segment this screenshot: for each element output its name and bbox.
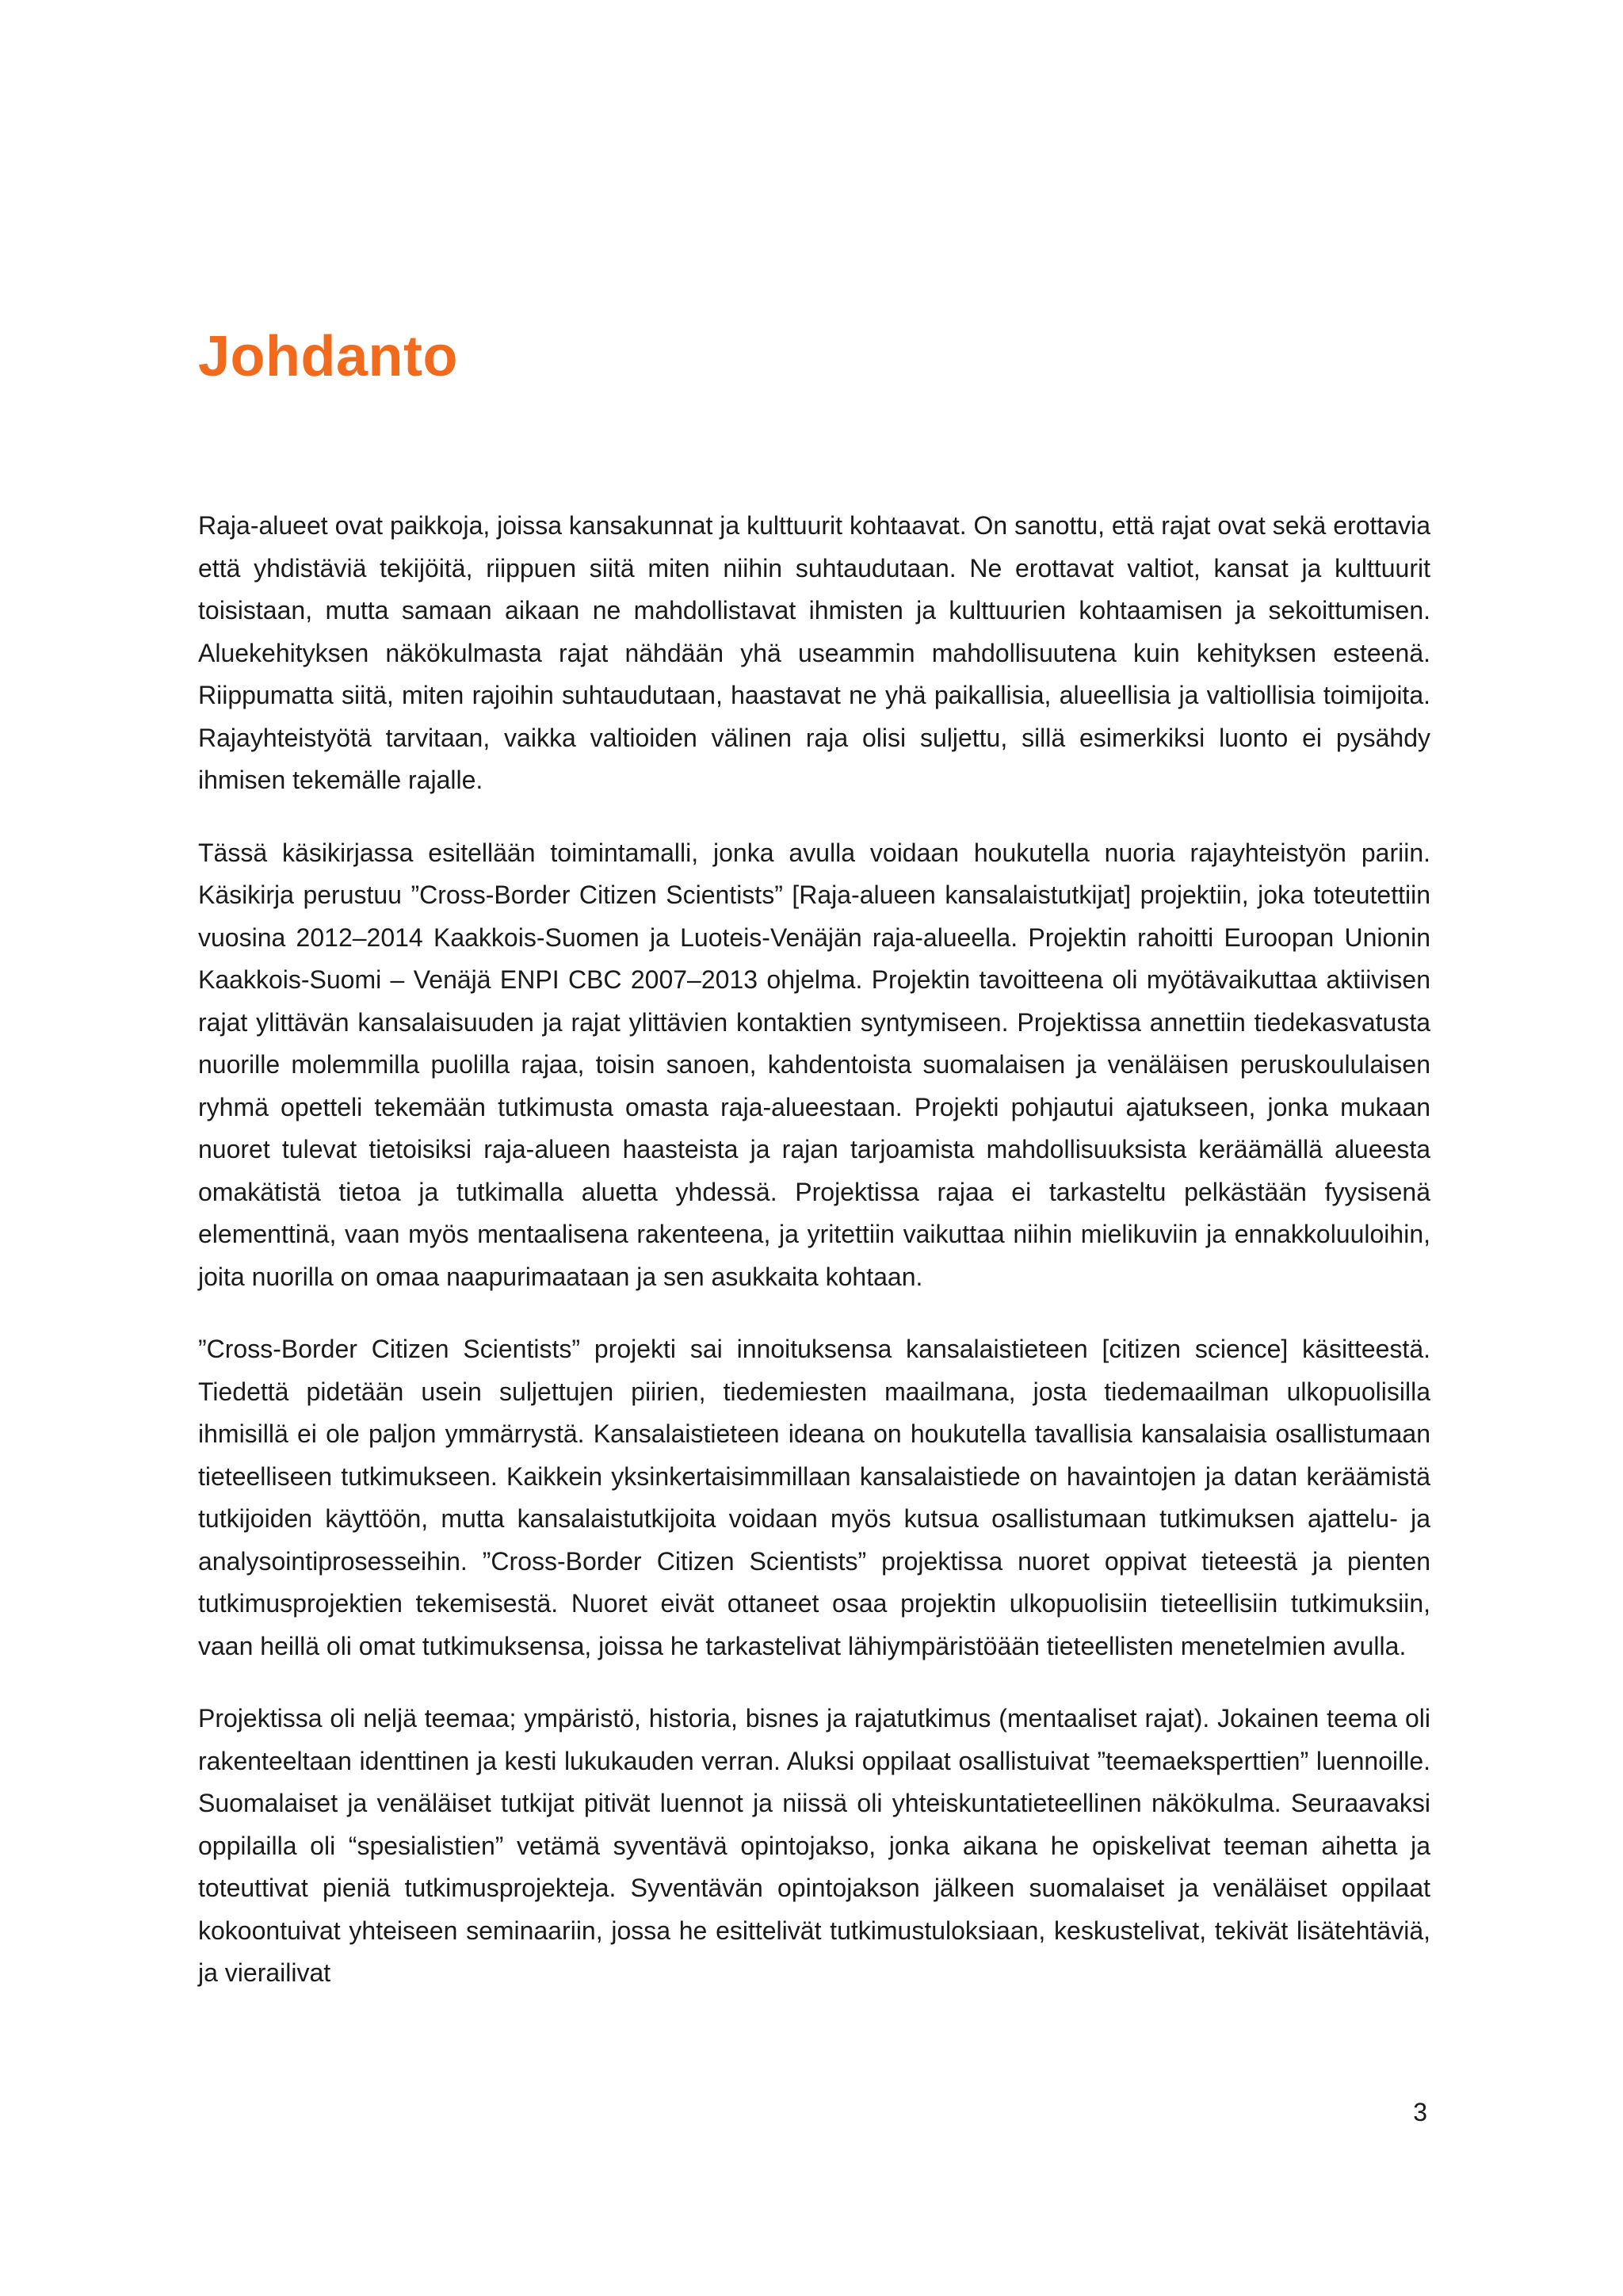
page-number: 3 bbox=[1413, 2098, 1427, 2126]
paragraph-1: Raja-alueet ovat paikkoja, joissa kansakunnat ja kulttuurit kohtaavat. On sanottu, että rajat ovat sekä erottavia että yhdistäviä tekijöitä, riippuen siitä miten niihin suhtaudutaan. Ne erottavat valtiot, kansat ja kulttuurit toisistaan, mutta samaan aikaan ne mahdollistavat ihmisten ja kulttuurien kohtaamisen ja sekoittumisen. Aluekehityksen näkökulmasta rajat nähdään yhä useammin mahdollisuutena kuin kehityksen esteenä. Riippumatta siitä, miten rajoihin suhtaudutaan, haastavat ne yhä paikallisia, alueellisia ja valtiollisia toimijoita. Rajayhteistyötä tarvitaan, vaikka valtioiden välinen raja olisi suljettu, sillä esimerkiksi luonto ei pysähdy ihmisen tekemälle rajalle. bbox=[198, 511, 1430, 794]
page-title: Johdanto bbox=[198, 325, 458, 388]
paragraph-4: Projektissa oli neljä teemaa; ympäristö, historia, bisnes ja rajatutkimus (mentaaliset rajat). Jokainen teema oli rakenteeltaan identtinen ja kesti lukukauden verran. Aluksi oppilaat osallistuivat ”teemaeksperttien” luennoille. Suomalaiset ja venäläiset tutkijat pitivät luennot ja niissä oli yhteiskuntatieteellinen näkökulma. Seuraavaksi oppilailla oli “spesialistien” vetämä syventävä opintojakso, jonka aikana he opiskelivat teeman aihetta ja toteuttivat pieniä tutkimusprojekteja. Syventävän opintojakson jälkeen suomalaiset ja venäläiset oppilaat kokoontuivat yhteiseen seminaariin, jossa he esittelivät tutkimustuloksiaan, keskustelivat, tekivät lisätehtäviä, ja vierailivat bbox=[198, 1704, 1430, 1987]
body-text bbox=[198, 505, 1430, 2025]
paragraph-3: ”Cross-Border Citizen Scientists” projekti sai innoituksensa kansalaistieteen [citizen science] käsitteestä. Tiedettä pidetään usein suljettujen piirien, tiedemiesten maailmana, josta tiedemaailman ulkopuolisilla ihmisillä ei ole paljon ymmärrystä. Kansalaistieteen ideana on houkutella tavallisia kansalaisia osallistumaan tieteelliseen tutkimukseen. Kaikkein yksinkertaisimmillaan kansalaistiede on havaintojen ja datan keräämistä tutkijoiden käyttöön, mutta kansalaistutkijoita voidaan myös kutsua osallistumaan tutkimuksen ajattelu- ja analysointiprosesseihin. ”Cross-Border Citizen Scientists” projektissa nuoret oppivat tieteestä ja pienten tutkimusprojektien tekemisestä. Nuoret eivät ottaneet osaa projektin ulkopuolisiin tieteellisiin tutkimuksiin, vaan heillä oli omat tutkimuksensa, joissa he tarkastelivat lähiympäristöään tieteellisten menetelmien avulla. bbox=[198, 1335, 1430, 1660]
paragraph-2: Tässä käsikirjassa esitellään toimintamalli, jonka avulla voidaan houkutella nuoria rajayhteistyön pariin. Käsikirja perustuu ”Cross-Border Citizen Scientists” [Raja-alueen kansalaistutkijat] projektiin, joka toteutettiin vuosina 2012–2014 Kaakkois-Suomen ja Luoteis-Venäjän raja-alueella. Projektin rahoitti Euroopan Unionin Kaakkois-Suomi – Venäjä ENPI CBC 2007–2013 ohjelma. Projektin tavoitteena oli myötävaikuttaa aktiivisen rajat ylittävän kansalaisuuden ja rajat ylittävien kontaktien syntymiseen. Projektissa annettiin tiedekasvatusta nuorille molemmilla puolilla rajaa, toisin sanoen, kahdentoista suomalaisen ja venäläisen peruskoululaisen ryhmä opetteli tekemään tutkimusta omasta raja-alueestaan. Projekti pohjautui ajatukseen, jonka mukaan nuoret tulevat tietoisiksi raja-alueen haasteista ja rajan tarjoamista mahdollisuuksista keräämällä alueesta omakätistä tietoa ja tutkimalla aluetta yhdessä. Projektissa rajaa ei tarkasteltu pelkästään fyysisenä elementtinä, vaan myös mentaalisena rakenteena, ja yritettiin vaikuttaa niihin mielikuviin ja ennakkoluuloihin, joita nuorilla on omaa naapurimaataan ja sen asukkaita kohtaan. bbox=[198, 838, 1430, 1291]
